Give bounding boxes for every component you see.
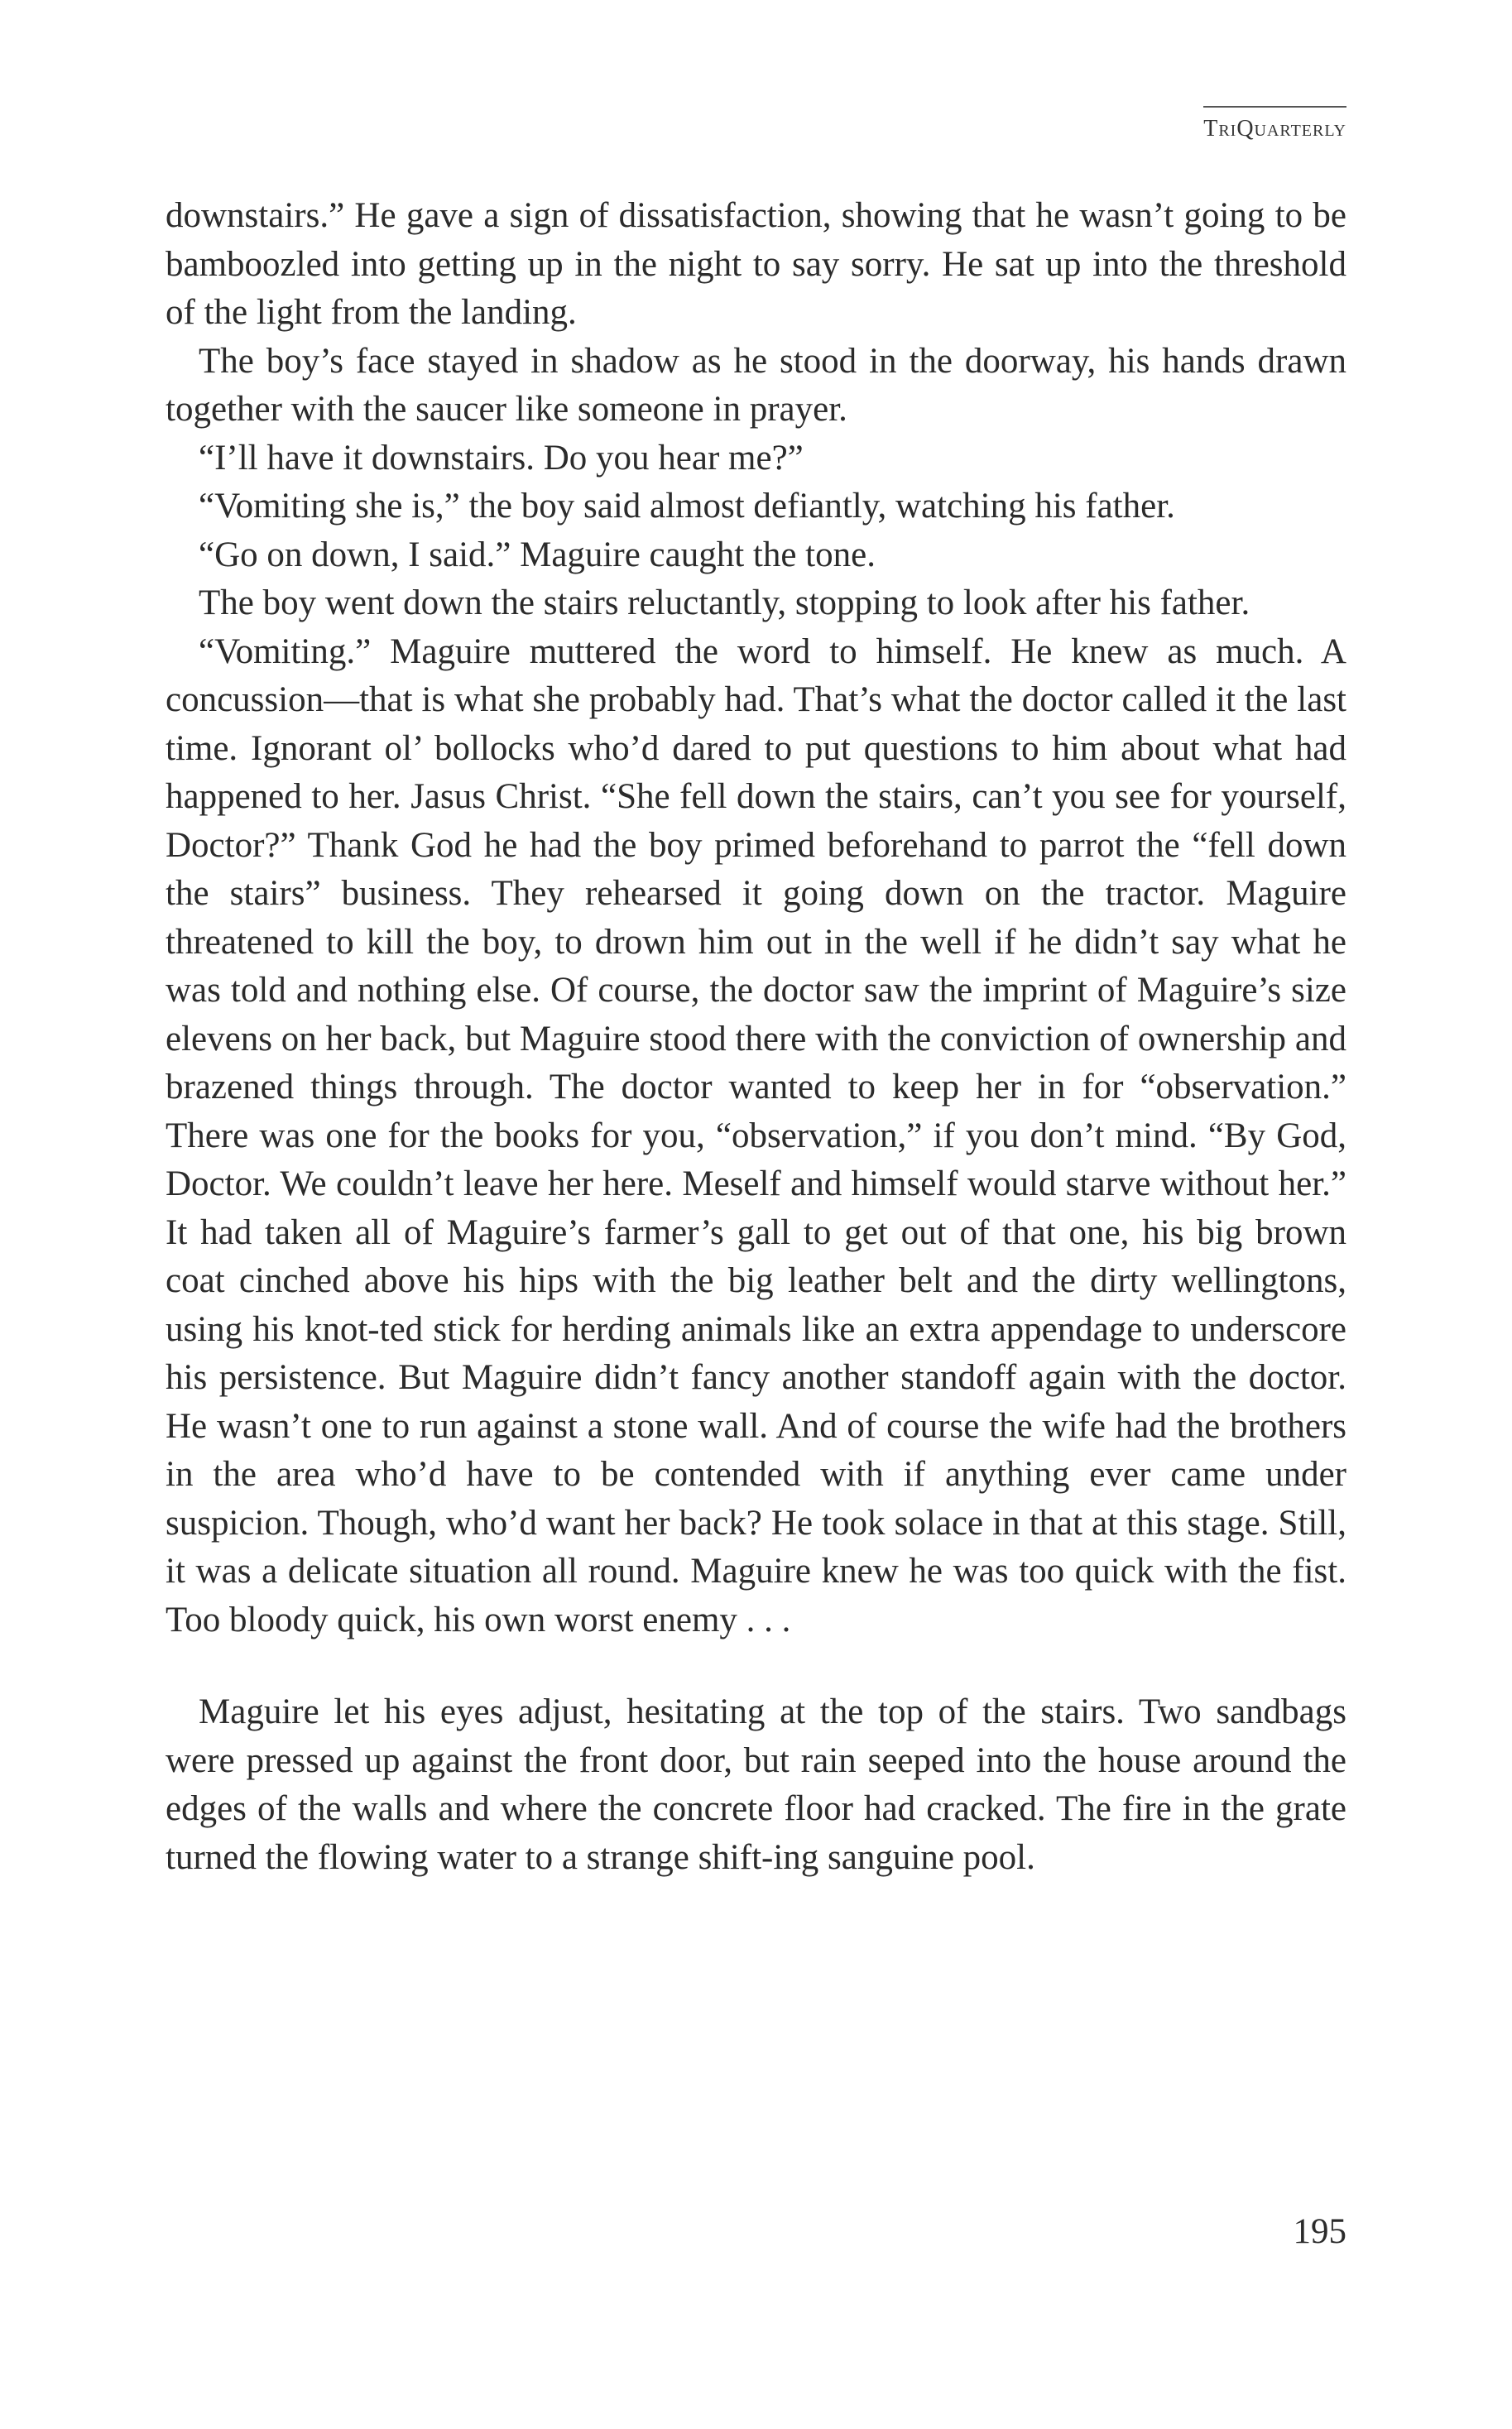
paragraph: “Vomiting she is,” the boy said almost defiantly, watching his father. [199, 487, 1175, 526]
page-number: 195 [1293, 2212, 1346, 2251]
paragraph: The boy went down the stairs reluctantly, stopping to look after his father. [199, 583, 1250, 622]
body-text [166, 192, 1346, 1882]
paragraph: downstairs.” He gave a sign of dissatisfaction, showing that he wasn’t going to be bamboozled into getting up in the night to say sorry. He sat up into the threshold of the light from the landing. [166, 196, 1346, 332]
paragraph: “I’ll have it downstairs. Do you hear me?” [199, 438, 804, 478]
paragraph: “Go on down, I said.” Maguire caught the tone. [199, 535, 876, 574]
running-head: TriQuarterly [1203, 106, 1346, 142]
paragraph: The boy’s face stayed in shadow as he stood in the doorway, his hands drawn together with the saucer like someone in prayer. [166, 341, 1346, 429]
paragraph: “Vomiting.” Maguire muttered the word to himself. He knew as much. A concussion—that is what she probably had. That’s what the doctor called it the last time. Ignorant ol’ bollocks who’d dared to put questions to him about what had happened to her. Jasus Christ. “She fell down the stairs, can’t you see for yourself, Doctor?” Thank God he had the boy primed beforehand to parrot the “fell down the stairs” business. They rehearsed it going down on the tractor. Maguire threatened to kill the boy, to drown him out in the well if he didn’t say what he was told and nothing else. Of course, the doctor saw the imprint of Maguire’s size elevens on her back, but Maguire stood there with the conviction of ownership and brazened things through. The doctor wanted to keep her in for “observation.” There was one for the books for you, “observation,” if you don’t mind. “By God, Doctor. We couldn’t leave her here. Meself and himself would starve without her.” It had taken all of Maguire’s farmer’s gall to get out of that one, his big brown coat cinched above his hips with the big leather belt and the dirty wellingtons, using his knot-ted stick for herding animals like an extra appendage to underscore his persistence. But Maguire didn’t fancy another standoff again with the doctor. He wasn’t one to run against a stone wall. And of course the wife had the brothers in the area who’d have to be contended with if anything ever came under suspicion. Though, who’d want her back? He took solace in that at this stage. Still, it was a delicate situation all round. Maguire knew he was too quick with the fist. Too bloody quick, his own worst enemy . . . [166, 631, 1346, 1639]
paragraph: Maguire let his eyes adjust, hesitating at the top of the stairs. Two sandbags were pressed up against the front door, but rain seeped into the house around the edges of the walls and where the concrete floor had cracked. The fire in the grate turned the flowing water to a strange shift-ing sanguine pool. [166, 1692, 1346, 1877]
